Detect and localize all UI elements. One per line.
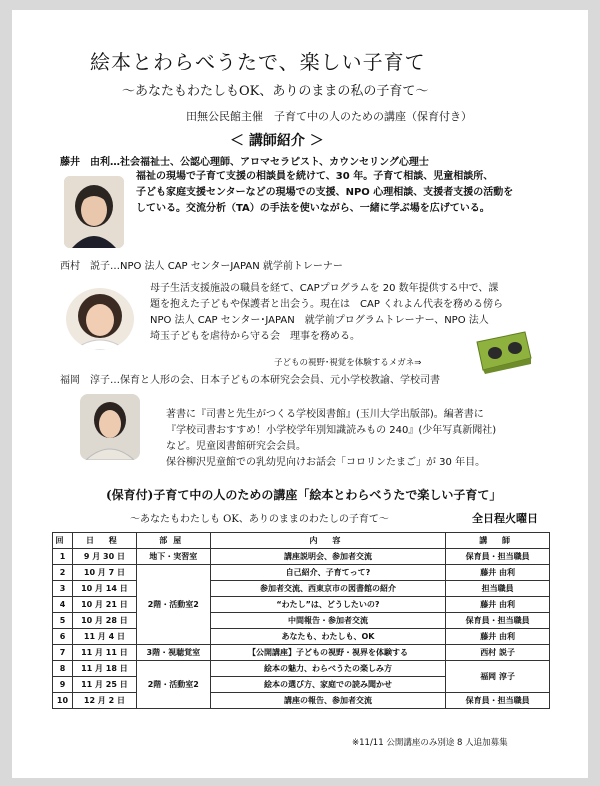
row-room: 地下・実習室	[136, 549, 210, 565]
row-content: 絵本の選び方、家庭での読み聞かせ	[210, 677, 445, 693]
row-no: 2	[53, 565, 73, 581]
row-date: 10 月 28 日	[72, 613, 136, 629]
row-content: 自己紹介、子育てって?	[210, 565, 445, 581]
row-date: 11 月 4 日	[72, 629, 136, 645]
row-date: 11 月 11 日	[72, 645, 136, 661]
schedule-day-note: 全日程火曜日	[472, 512, 538, 525]
schedule-subtitle: ～あなたもわたしも OK、ありのままのわたしの子育て～	[130, 514, 389, 525]
row-date: 11 月 25 日	[72, 677, 136, 693]
row-no: 5	[53, 613, 73, 629]
table-row	[53, 645, 550, 661]
flyer-page	[12, 10, 588, 778]
flyer-subtitle: ～あなたもわたしもOK、ありのままの私の子育て～	[122, 84, 429, 99]
col-header-date: 日 程	[72, 533, 136, 549]
col-header-room: 部屋	[136, 533, 210, 549]
row-content: 中間報告・参加者交流	[210, 613, 445, 629]
lecturer-2-bio-1: 母子生活支援施設の職員を経て、CAPプログラムを 20 数年提供する中で、課	[150, 283, 499, 294]
schedule-footnote: ※11/11 公開講座のみ別途 8 人追加募集	[352, 738, 508, 748]
row-instructor: 西村 説子	[446, 645, 550, 661]
row-instructor: 保育員・担当職員	[446, 613, 550, 629]
col-header-instructor: 講 師	[446, 533, 550, 549]
row-content: 講座の報告、参加者交流	[210, 693, 445, 709]
table-row	[53, 693, 550, 709]
row-date: 12 月 2 日	[72, 693, 136, 709]
row-instructor: 藤井 由利	[446, 597, 550, 613]
row-no: 1	[53, 549, 73, 565]
row-date: 9 月 30 日	[72, 549, 136, 565]
row-no: 3	[53, 581, 73, 597]
row-content: 講座説明会、参加者交流	[210, 549, 445, 565]
schedule-table	[52, 532, 550, 709]
table-row	[53, 565, 550, 581]
row-instructor: 藤井 由利	[446, 629, 550, 645]
row-room: 2階・活動室2	[136, 661, 210, 709]
row-room: 2階・活動室2	[136, 565, 210, 645]
lecturer-1-photo	[64, 176, 124, 248]
row-instructor: 藤井 由利	[446, 565, 550, 581]
table-row	[53, 597, 550, 613]
lecturer-2-bio-4: 埼玉子どもを虐待から守る会 理事を務める。	[150, 331, 360, 342]
row-instructor: 担当職員	[446, 581, 550, 597]
lecturer-3-photo	[80, 394, 140, 460]
row-content: 絵本の魅力、わらべうたの楽しみ方	[210, 661, 445, 677]
lecturer-1-name: 藤井 由利…社会福祉士、公認心理師、アロマセラピスト、カウンセリング心理士	[60, 157, 429, 168]
schedule-header-row	[53, 533, 550, 549]
row-instructor: 福岡 淳子	[446, 661, 550, 693]
row-no: 9	[53, 677, 73, 693]
table-row	[53, 581, 550, 597]
row-no: 7	[53, 645, 73, 661]
row-content: あなたも、わたしも、OK	[210, 629, 445, 645]
col-header-no: 回	[53, 533, 73, 549]
row-date: 10 月 7 日	[72, 565, 136, 581]
row-content: 【公開講座】子どもの視野・視界を体験する	[210, 645, 445, 661]
lecturer-2-name: 西村 説子…NPO 法人 CAP センターJAPAN 就学前トレーナー	[60, 261, 343, 272]
row-date: 10 月 21 日	[72, 597, 136, 613]
lecturer-3-bio-4: 保谷柳沢児童館での乳幼児向けお話会「コロリンたまご」が 30 年目。	[166, 457, 486, 468]
row-no: 10	[53, 693, 73, 709]
schedule-title: (保育付)子育て中の人のための講座「絵本とわらべうたで楽しい子育て」	[106, 488, 502, 502]
row-content: 参加者交流、西東京市の図書館の紹介	[210, 581, 445, 597]
lecturer-3-bio-1: 著書に『司書と先生がつくる学校図書館』(玉川大学出版部)。編著書に	[166, 409, 484, 420]
row-instructor: 保育員・担当職員	[446, 693, 550, 709]
lecturer-1-bio-3: している。交流分析（TA）の手法を使いながら、一緒に学ぶ場を広げている。	[136, 203, 490, 214]
col-header-content: 内 容	[210, 533, 445, 549]
organizer-line: 田無公民館主催 子育て中の人のための講座（保育付き）	[186, 110, 472, 123]
lecturer-2-bio-3: NPO 法人 CAP センター･JAPAN 就学前プログラムトレーナー、NPO 法人	[150, 315, 489, 326]
lecturer-3-bio-2: 『学校司書おすすめ！小学校学年別知識読みもの 240』(少年写真新聞社)	[166, 425, 497, 436]
table-row	[53, 549, 550, 565]
row-instructor: 保育員・担当職員	[446, 549, 550, 565]
row-no: 4	[53, 597, 73, 613]
row-content: “わたし”は、どうしたいの?	[210, 597, 445, 613]
glasses-caption: 子どもの視野･視覚を体験するメガネ⇒	[274, 358, 422, 368]
lecturer-1-bio-2: 子ども家庭支援センターなどの現場での支援、NPO 心理相談、支援者支援の活動を	[136, 187, 514, 198]
table-row	[53, 613, 550, 629]
row-no: 6	[53, 629, 73, 645]
flyer-title: 絵本とわらべうたで、楽しい子育て	[90, 50, 426, 74]
row-date: 11 月 18 日	[72, 661, 136, 677]
lecturer-2-photo	[66, 288, 134, 350]
table-row	[53, 629, 550, 645]
row-date: 10 月 14 日	[72, 581, 136, 597]
viewing-glasses-image	[475, 328, 533, 374]
lecturer-2-bio-2: 題を抱えた子どもや保護者と出会う。現在は CAP くれよん代表を務める傍ら	[150, 299, 504, 310]
table-row	[53, 661, 550, 677]
row-room: 3階・視聴覚室	[136, 645, 210, 661]
lecturer-1-bio-1: 福祉の現場で子育て支援の相談員を続けて、30 年。子育て相談、児童相談所、	[136, 171, 494, 182]
lecturer-3-name: 福岡 淳子…保育と人形の会、日本子どもの本研究会会員、元小学校教諭、学校司書	[60, 375, 440, 386]
row-no: 8	[53, 661, 73, 677]
lecturer-3-bio-3: など。児童図書館研究会会員。	[166, 441, 306, 452]
lecturers-heading: ＜ 講師紹介 ＞	[230, 133, 324, 149]
